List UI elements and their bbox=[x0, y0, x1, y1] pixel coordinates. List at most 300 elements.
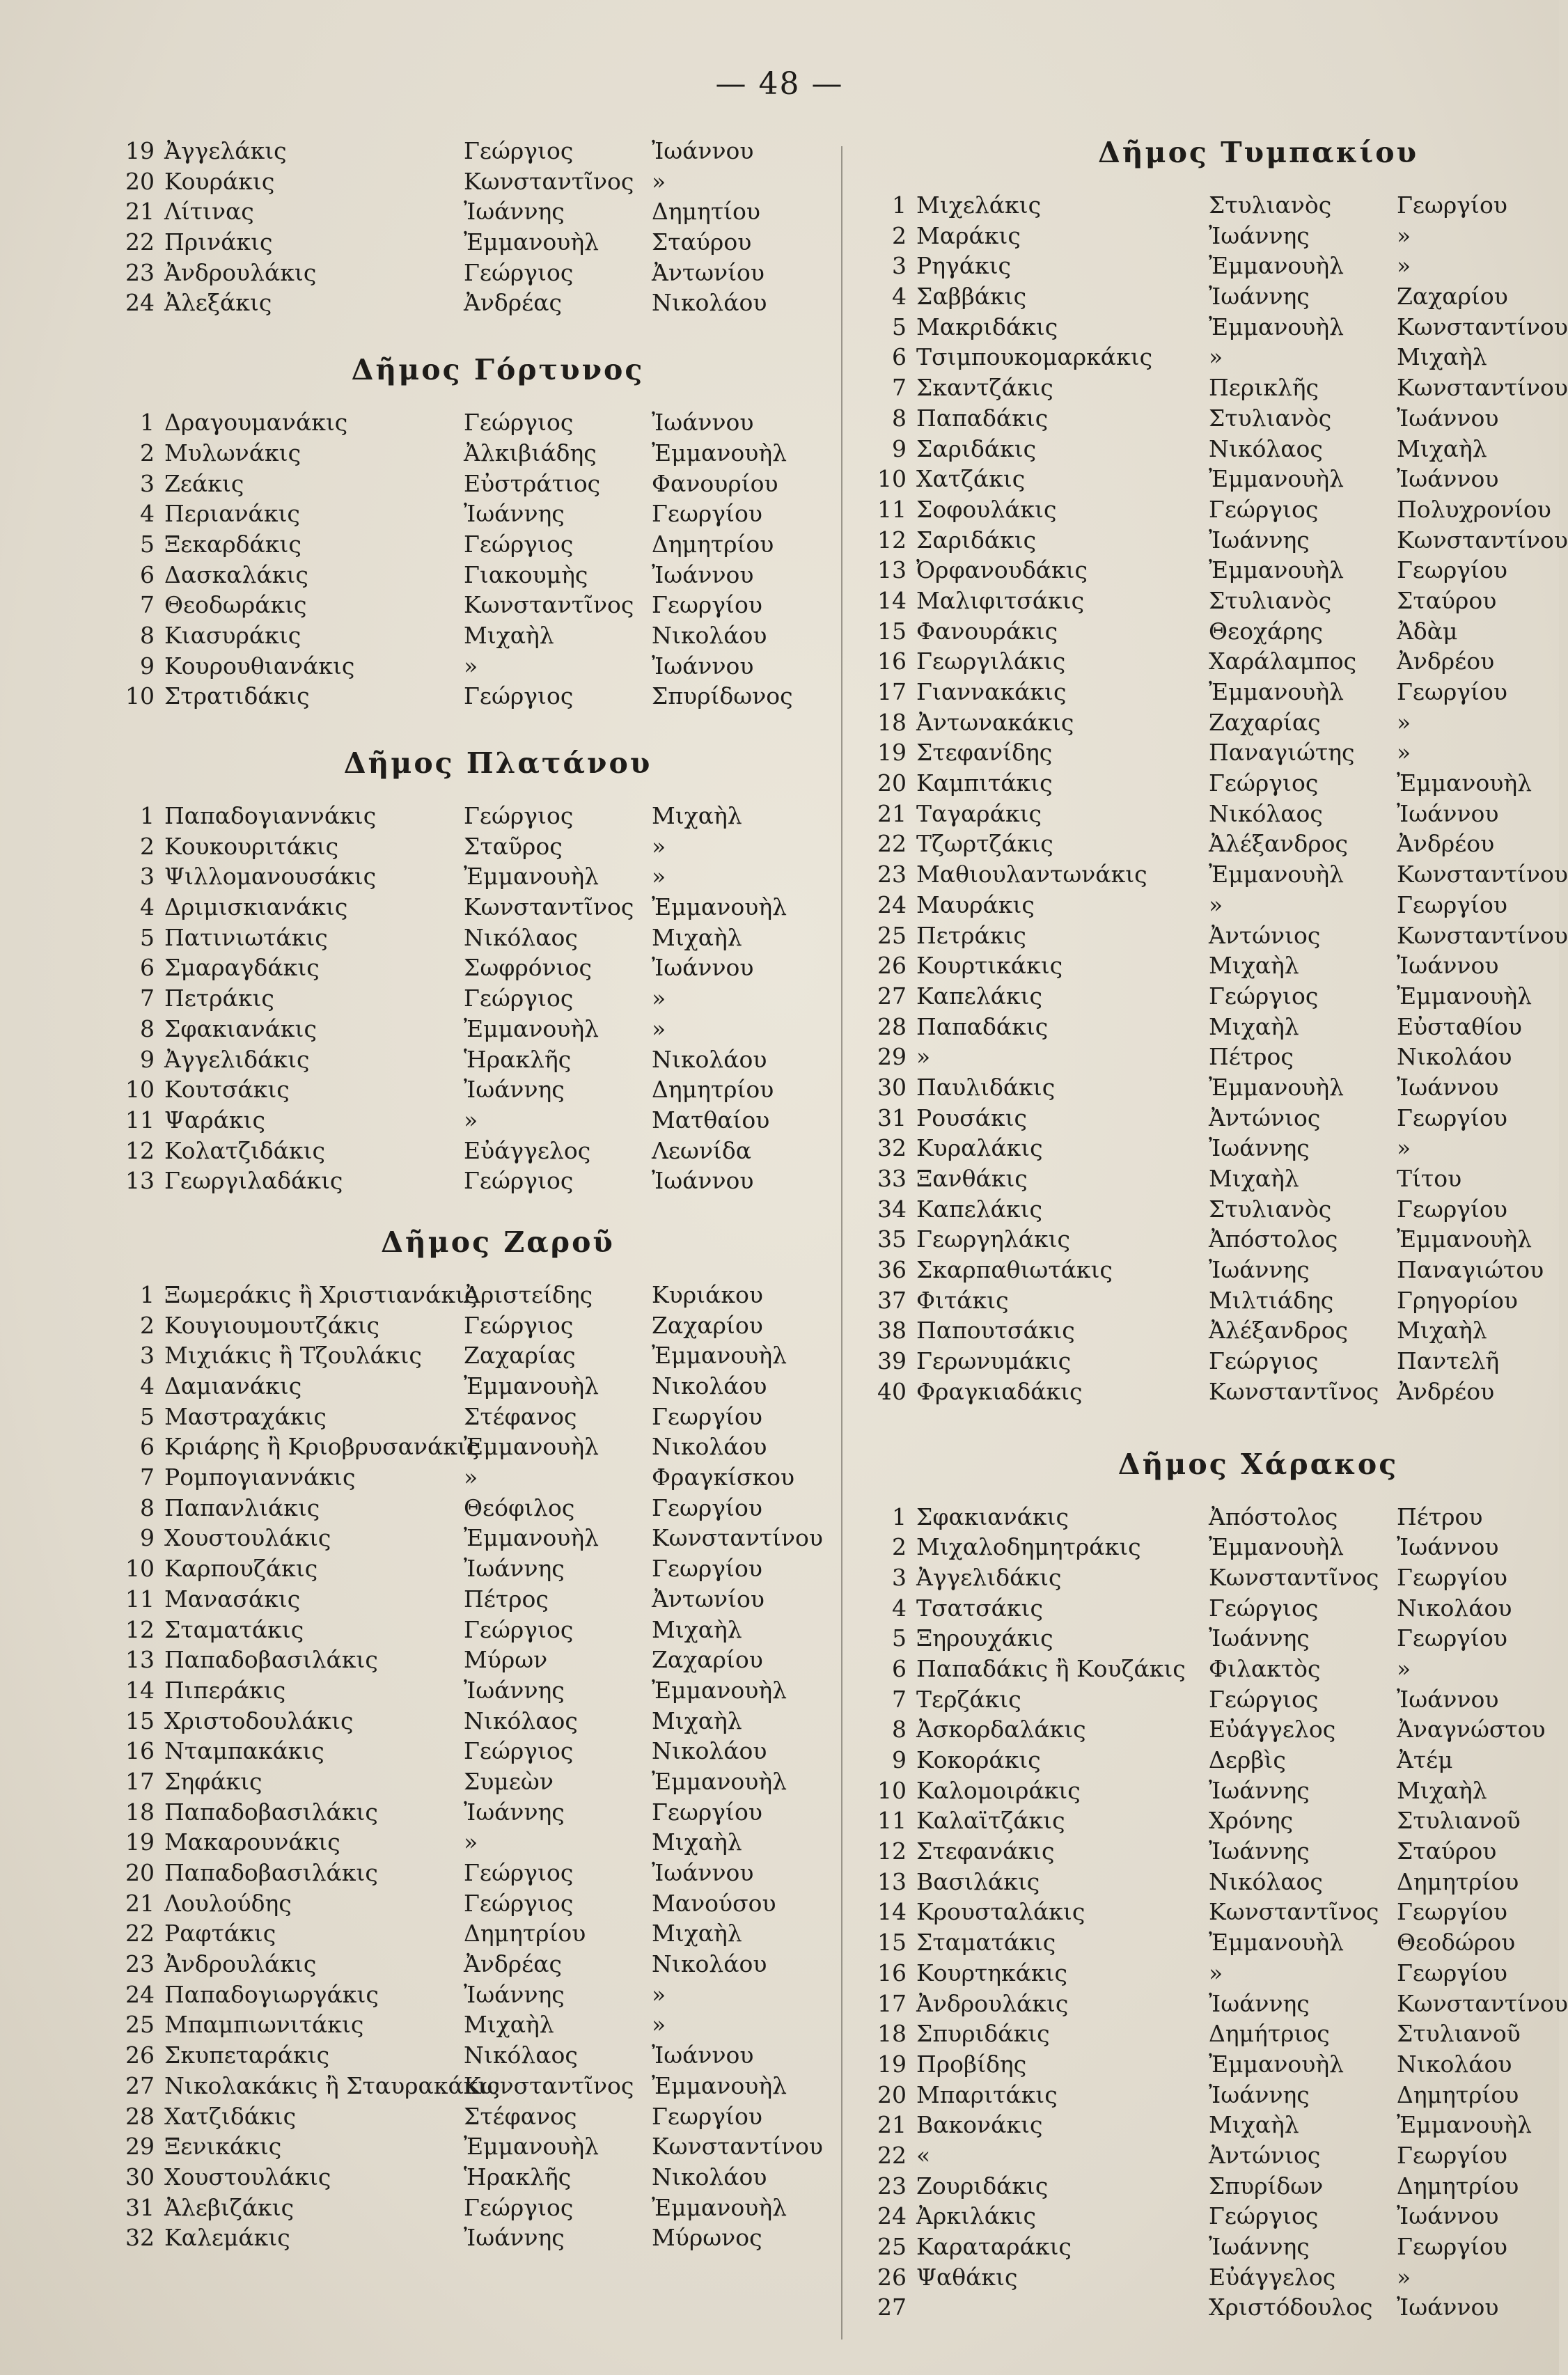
first-name: Δημητρίου bbox=[464, 1920, 586, 1947]
surname: Κουρτικάκις bbox=[916, 952, 1063, 980]
list-item bbox=[104, 1615, 808, 1645]
first-name: Γεώργιος bbox=[464, 1615, 574, 1643]
entry-number: 25 bbox=[125, 2011, 155, 2039]
list-item bbox=[104, 1105, 808, 1136]
first-name: Ἐμμανουὴλ bbox=[464, 2133, 599, 2161]
first-name: » bbox=[1209, 343, 1223, 371]
patronymic: Ἰωάννου bbox=[1397, 2202, 1499, 2230]
first-name: Στυλιανὸς bbox=[1209, 1195, 1332, 1223]
surname: Μιχαλοδημητράκις bbox=[916, 1533, 1141, 1561]
list-item bbox=[104, 892, 808, 923]
surname: Στεφανίδης bbox=[916, 739, 1053, 767]
patronymic: » bbox=[1397, 1134, 1411, 1162]
list-item bbox=[858, 2049, 1547, 2080]
entry-number: 3 bbox=[892, 1563, 907, 1591]
list-item bbox=[104, 1949, 808, 1980]
patronymic: Ἀναγνώστου bbox=[1397, 1716, 1546, 1743]
first-name: Ἰωάννης bbox=[1209, 1837, 1310, 1865]
first-name: Γεώργιος bbox=[1209, 1347, 1319, 1375]
list-item bbox=[104, 1766, 808, 1797]
first-name: Ἡρακλῆς bbox=[464, 1045, 572, 1073]
entry-number: 26 bbox=[877, 952, 907, 980]
surname: Γεωργιλαδάκις bbox=[164, 1167, 343, 1195]
list-item bbox=[104, 1584, 808, 1615]
patronymic: Γεωργίου bbox=[652, 591, 762, 619]
first-name: Γεώργιος bbox=[464, 1167, 574, 1195]
list-item bbox=[858, 2171, 1547, 2202]
first-name: Κωνσταντῖνος bbox=[464, 893, 634, 921]
patronymic: Ἀνδρέου bbox=[1397, 830, 1495, 858]
list-item bbox=[104, 590, 808, 620]
list-item bbox=[858, 1867, 1547, 1897]
first-name: Γεώργιος bbox=[464, 258, 574, 286]
surname: Ραφτάκις bbox=[164, 1920, 276, 1947]
patronymic: Γεωργίου bbox=[1397, 1563, 1507, 1591]
entry-number: 7 bbox=[140, 985, 155, 1012]
name-list bbox=[104, 407, 808, 712]
first-name: Ἰωάννης bbox=[464, 1676, 565, 1704]
list-item bbox=[104, 2009, 808, 2040]
first-name: Ἰωάννης bbox=[1209, 283, 1310, 311]
list-item bbox=[858, 1194, 1547, 1225]
surname: Ξενικάκις bbox=[164, 2133, 282, 2161]
entry-number: 3 bbox=[140, 1342, 155, 1370]
first-name: Συμεὼν bbox=[464, 1767, 554, 1795]
right_column-section-1 bbox=[858, 1447, 1568, 2323]
surname: Μαθιουλαντωνάκις bbox=[916, 861, 1147, 888]
list-item bbox=[858, 981, 1547, 1012]
entry-number: 27 bbox=[125, 2071, 155, 2099]
left-column bbox=[104, 136, 823, 2253]
patronymic: Μανούσου bbox=[652, 1889, 776, 1917]
surname: Μακριδάκις bbox=[916, 313, 1058, 340]
list-item bbox=[104, 1523, 823, 1553]
surname: Κιασυράκις bbox=[164, 621, 301, 649]
entry-number: 5 bbox=[140, 1402, 155, 1430]
patronymic: Λεωνίδα bbox=[652, 1136, 751, 1164]
surname: Μπαριτάκις bbox=[916, 2080, 1058, 2108]
list-item bbox=[104, 499, 808, 529]
list-item bbox=[858, 1714, 1547, 1745]
surname: Περιανάκις bbox=[164, 500, 300, 528]
surname: Μακαρουνάκις bbox=[164, 1828, 340, 1856]
first-name: Θεόφιλος bbox=[464, 1494, 575, 1521]
list-item bbox=[104, 196, 808, 227]
surname: Ἀγγελιδάκις bbox=[164, 1045, 310, 1073]
list-item bbox=[858, 1346, 1547, 1377]
list-item bbox=[858, 1927, 1547, 1958]
patronymic: » bbox=[652, 985, 666, 1012]
entry-number: 10 bbox=[125, 1555, 155, 1583]
list-item bbox=[858, 1684, 1547, 1715]
surname: Δριμισκιανάκις bbox=[164, 893, 348, 921]
list-item bbox=[104, 2162, 808, 2193]
list-item bbox=[104, 1074, 808, 1105]
patronymic: Φανουρίου bbox=[652, 469, 778, 497]
surname: Παυλιδάκις bbox=[916, 1073, 1056, 1101]
surname: Σκαντζάκις bbox=[916, 374, 1053, 402]
first-name: Ἀντώνιος bbox=[1209, 921, 1321, 949]
surname: Ρουσάκις bbox=[916, 1104, 1027, 1131]
patronymic: » bbox=[652, 167, 666, 195]
entry-number: 20 bbox=[125, 167, 155, 195]
first-name: » bbox=[1209, 1959, 1223, 1986]
patronymic: Σταύρου bbox=[1397, 586, 1497, 614]
entry-number: 31 bbox=[877, 1104, 907, 1131]
first-name: Παναγιώτης bbox=[1209, 739, 1355, 767]
list-item bbox=[104, 2040, 808, 2071]
surname: Καλομοιράκις bbox=[916, 1776, 1081, 1804]
patronymic: Κωνσταντίνου bbox=[652, 2133, 823, 2161]
patronymic: » bbox=[652, 1014, 666, 1042]
list-item bbox=[104, 2071, 808, 2101]
list-item bbox=[104, 288, 808, 318]
entry-number: 21 bbox=[125, 1889, 155, 1917]
patronymic: Στυλιανοῦ bbox=[1397, 2020, 1521, 2048]
surname: Χατζάκις bbox=[916, 465, 1026, 493]
list-item bbox=[858, 1623, 1547, 1654]
patronymic: Εὐσταθίου bbox=[1397, 1012, 1522, 1040]
list-item bbox=[104, 2101, 808, 2132]
entry-number: 8 bbox=[892, 1716, 907, 1743]
list-item bbox=[104, 1918, 808, 1949]
patronymic: Γεωργίου bbox=[1397, 1959, 1507, 1986]
entry-number: 13 bbox=[125, 1167, 155, 1195]
entry-number: 12 bbox=[125, 1615, 155, 1643]
list-item bbox=[104, 620, 808, 651]
first-name: Νικόλαος bbox=[464, 923, 578, 951]
surname: Ἀγγελιδάκις bbox=[916, 1563, 1062, 1591]
first-name: Ἐμμανουὴλ bbox=[1209, 1073, 1344, 1101]
list-item bbox=[858, 434, 1547, 464]
first-name: Δημήτριος bbox=[1209, 2020, 1330, 2048]
patronymic: Νικολάου bbox=[652, 621, 767, 649]
list-item bbox=[104, 801, 808, 831]
entry-number: 9 bbox=[140, 1045, 155, 1073]
list-item bbox=[104, 1493, 808, 1523]
surname: Κριάρης ἢ Κριοβρυσανάκις bbox=[164, 1433, 480, 1461]
right-column bbox=[858, 136, 1568, 2323]
patronymic: » bbox=[652, 2011, 666, 2039]
patronymic: Ἀντωνίου bbox=[652, 1585, 765, 1613]
surname: Φανουράκις bbox=[916, 617, 1058, 645]
list-item bbox=[858, 1532, 1547, 1562]
first-name: » bbox=[464, 1828, 478, 1856]
entry-number: 11 bbox=[877, 1807, 907, 1835]
first-name: Ἐμμανουὴλ bbox=[464, 228, 599, 256]
list-item bbox=[858, 920, 1568, 951]
title-spacer bbox=[104, 386, 808, 407]
list-item bbox=[104, 258, 808, 288]
surname: Θεοδωράκις bbox=[164, 591, 307, 619]
entry-number: 21 bbox=[877, 799, 907, 827]
patronymic: Ἰωάννου bbox=[652, 1859, 754, 1886]
surname: Προβίδης bbox=[916, 2050, 1027, 2078]
surname: Ἀγγελάκις bbox=[164, 137, 287, 164]
surname: Μπαμπιωνιτάκις bbox=[164, 2011, 364, 2039]
patronymic: Νικολάου bbox=[652, 1045, 767, 1073]
entry-number: 24 bbox=[877, 2202, 907, 2230]
first-name: Ἰωάννης bbox=[464, 500, 565, 528]
patronymic: Ἰωάννου bbox=[652, 1167, 754, 1195]
surname: Ἀλεβιζάκις bbox=[164, 2193, 295, 2221]
patronymic: Νικολάου bbox=[652, 289, 767, 317]
list-item bbox=[858, 494, 1551, 525]
entry-number: 15 bbox=[877, 1929, 907, 1957]
first-name: Ἐμμανουὴλ bbox=[1209, 252, 1344, 280]
list-item bbox=[104, 1014, 808, 1044]
entry-number: 29 bbox=[877, 1043, 907, 1071]
surname: Παπαδοβασιλάκις bbox=[164, 1798, 378, 1826]
patronymic: Ἰωάννου bbox=[652, 561, 754, 588]
entry-number: 27 bbox=[877, 2294, 907, 2321]
first-name: Γεώργιος bbox=[1209, 1594, 1319, 1622]
first-name: Ἰωάννης bbox=[1209, 1134, 1310, 1162]
surname: Ἀνδρουλάκις bbox=[164, 258, 317, 286]
list-item bbox=[104, 1136, 808, 1166]
surname: Τσατσάκις bbox=[916, 1594, 1043, 1622]
first-name: Ἐμμανουὴλ bbox=[1209, 465, 1344, 493]
section-spacer bbox=[104, 712, 808, 746]
entry-number: 3 bbox=[140, 469, 155, 497]
surname: Ξηρουχάκις bbox=[916, 1624, 1053, 1652]
list-item bbox=[858, 1255, 1547, 1285]
patronymic: Ἰωάννου bbox=[652, 409, 754, 437]
list-item bbox=[104, 1280, 808, 1310]
patronymic: Γεωργίου bbox=[1397, 1104, 1507, 1131]
patronymic: Γεωργίου bbox=[1397, 1898, 1507, 1926]
surname: Κουράκις bbox=[164, 167, 275, 195]
section-spacer bbox=[858, 1407, 1547, 1448]
first-name: Ἰωάννης bbox=[1209, 2233, 1310, 2260]
entry-number: 19 bbox=[125, 1828, 155, 1856]
patronymic: Ἐμμανουὴλ bbox=[1397, 769, 1532, 797]
patronymic: Νικολάου bbox=[1397, 1594, 1512, 1622]
list-item bbox=[858, 1745, 1547, 1776]
entry-number: 33 bbox=[877, 1165, 907, 1192]
patronymic: Δημητρίου bbox=[1397, 1867, 1519, 1895]
patronymic: Ἀντωνίου bbox=[652, 258, 765, 286]
surname: Ἀνδρουλάκις bbox=[164, 1950, 317, 1978]
first-name: » bbox=[1209, 891, 1223, 918]
patronymic: Νικολάου bbox=[652, 1372, 767, 1400]
list-item bbox=[858, 1133, 1547, 1163]
surname: Κουρουθιανάκις bbox=[164, 652, 355, 680]
patronymic: Κωνσταντίνου bbox=[1397, 374, 1568, 402]
surname: Παπαδοβασιλάκις bbox=[164, 1646, 378, 1674]
first-name: Κωνσταντῖνος bbox=[464, 591, 634, 619]
patronymic: Παντελῆ bbox=[1397, 1347, 1500, 1375]
entry-number: 25 bbox=[877, 921, 907, 949]
entry-number: 40 bbox=[877, 1377, 907, 1405]
list-item bbox=[104, 983, 808, 1014]
surname: Μαυράκις bbox=[916, 891, 1035, 918]
first-name: Γεώργιος bbox=[464, 409, 574, 437]
surname: Ἀντωνακάκις bbox=[916, 708, 1074, 736]
entry-number: 22 bbox=[125, 1920, 155, 1947]
list-item bbox=[858, 190, 1547, 221]
list-item bbox=[858, 1562, 1547, 1593]
surname: Ἀρκιλάκις bbox=[916, 2202, 1037, 2230]
entry-number: 4 bbox=[140, 893, 155, 921]
entry-number: 36 bbox=[877, 1256, 907, 1284]
first-name: Περικλῆς bbox=[1209, 374, 1319, 402]
surname: Κολατζιδάκις bbox=[164, 1136, 325, 1164]
title-spacer bbox=[104, 780, 808, 801]
surname: Κουρτηκάκις bbox=[916, 1959, 1067, 1986]
entry-number: 10 bbox=[877, 465, 907, 493]
entry-number: 24 bbox=[877, 891, 907, 918]
patronymic: Ἀτέμ bbox=[1397, 1746, 1453, 1773]
entry-number: 25 bbox=[877, 2233, 907, 2260]
first-name: Μιχαὴλ bbox=[1209, 952, 1299, 980]
surname: » bbox=[916, 1043, 931, 1071]
list-item bbox=[858, 1897, 1547, 1927]
patronymic: Φραγκίσκου bbox=[652, 1464, 795, 1491]
first-name: Γιακουμὴς bbox=[464, 561, 588, 588]
entry-number: 23 bbox=[877, 2172, 907, 2200]
entry-number: 38 bbox=[877, 1317, 907, 1345]
list-item bbox=[858, 1776, 1547, 1806]
section-spacer bbox=[104, 1196, 808, 1225]
first-name: Ἰωάννης bbox=[1209, 1624, 1310, 1652]
patronymic: Δημητρίου bbox=[652, 530, 774, 558]
entry-number: 23 bbox=[125, 258, 155, 286]
list-item bbox=[104, 1827, 808, 1858]
list-item bbox=[858, 2019, 1547, 2049]
first-name: Νικόλαος bbox=[1209, 799, 1323, 827]
list-item bbox=[858, 859, 1568, 890]
patronymic: » bbox=[652, 832, 666, 860]
entry-number: 10 bbox=[877, 1776, 907, 1804]
patronymic: Κωνσταντίνου bbox=[1397, 921, 1568, 949]
first-name: Ἀπόστολος bbox=[1209, 1225, 1338, 1253]
entry-number: 11 bbox=[125, 1585, 155, 1613]
surname: Ρηγάκις bbox=[916, 252, 1012, 280]
patronymic: Ἐμμανουὴλ bbox=[1397, 2111, 1532, 2139]
entry-number: 1 bbox=[892, 1503, 907, 1530]
name-list bbox=[858, 1502, 1568, 2323]
surname: Κουτσάκις bbox=[164, 1076, 290, 1104]
left_column-section-3 bbox=[104, 1225, 823, 2253]
first-name: Ἡρακλῆς bbox=[464, 2163, 572, 2190]
surname: Πρινάκις bbox=[164, 228, 273, 256]
first-name: Γεώργιος bbox=[464, 682, 574, 710]
entry-number: 17 bbox=[877, 678, 907, 705]
patronymic: Δημητρίου bbox=[1397, 2080, 1519, 2108]
surname: Γερωνυμάκις bbox=[916, 1347, 1072, 1375]
entry-number: 18 bbox=[877, 708, 907, 736]
entry-number: 12 bbox=[877, 1837, 907, 1865]
entry-number: 7 bbox=[892, 1685, 907, 1713]
patronymic: Ἰωάννου bbox=[1397, 952, 1499, 980]
first-name: Γεώργιος bbox=[464, 137, 574, 164]
patronymic: Μιχαὴλ bbox=[1397, 343, 1487, 371]
entry-number: 20 bbox=[125, 1859, 155, 1886]
list-item bbox=[858, 768, 1547, 799]
patronymic: » bbox=[1397, 252, 1411, 280]
list-item bbox=[858, 1377, 1547, 1407]
entry-number: 4 bbox=[140, 1372, 155, 1400]
title-spacer bbox=[858, 169, 1547, 190]
surname: Γιαννακάκις bbox=[916, 678, 1067, 705]
patronymic: » bbox=[1397, 739, 1411, 767]
list-item bbox=[104, 1858, 808, 1888]
surname: « bbox=[916, 2141, 931, 2169]
patronymic: Ἰωάννου bbox=[652, 137, 754, 164]
list-item bbox=[858, 555, 1547, 586]
first-name: Ἀλέξανδρος bbox=[1209, 830, 1348, 858]
surname: Τζωρτζάκις bbox=[916, 830, 1053, 858]
entry-number: 16 bbox=[877, 1959, 907, 1986]
first-name: Χρόνης bbox=[1209, 1807, 1294, 1835]
first-name: Ἐμμανουὴλ bbox=[1209, 1929, 1344, 1957]
patronymic: Νικολάου bbox=[652, 1433, 767, 1461]
first-name: Στυλιανὸς bbox=[1209, 404, 1332, 432]
list-item bbox=[104, 1432, 808, 1462]
entry-number: 30 bbox=[877, 1073, 907, 1101]
entry-number: 7 bbox=[140, 1464, 155, 1491]
first-name: Ἀλκιβιάδης bbox=[464, 439, 597, 467]
entry-number: 34 bbox=[877, 1195, 907, 1223]
entry-number: 2 bbox=[892, 1533, 907, 1561]
surname: Χριστοδουλάκις bbox=[164, 1707, 354, 1734]
patronymic: Γεωργίου bbox=[1397, 1195, 1507, 1223]
list-item bbox=[104, 651, 808, 682]
entry-number: 2 bbox=[892, 221, 907, 249]
entry-number: 22 bbox=[877, 830, 907, 858]
entry-number: 23 bbox=[125, 1950, 155, 1978]
entry-number: 5 bbox=[140, 530, 155, 558]
first-name: Γεώργιος bbox=[1209, 1685, 1319, 1713]
patronymic: Μύρωνος bbox=[652, 2224, 762, 2252]
list-item bbox=[104, 1645, 808, 1675]
first-name: Θεοχάρης bbox=[1209, 617, 1323, 645]
entry-number: 8 bbox=[140, 1014, 155, 1042]
surname: Χουστουλάκις bbox=[164, 2163, 331, 2190]
surname: Ψαθάκις bbox=[916, 2263, 1018, 2291]
patronymic: Νικολάου bbox=[652, 1737, 767, 1765]
name-list bbox=[858, 190, 1568, 1407]
surname: Παπανλιάκις bbox=[164, 1494, 320, 1521]
patronymic: Ἀνδρέου bbox=[1397, 1377, 1495, 1405]
list-item bbox=[104, 831, 808, 862]
patronymic: Γεωργίου bbox=[652, 1494, 762, 1521]
first-name: Χριστόδουλος bbox=[1209, 2294, 1373, 2321]
list-item bbox=[858, 342, 1547, 373]
patronymic: Δημητίου bbox=[652, 198, 760, 226]
list-item bbox=[104, 953, 808, 983]
patronymic: Νικολάου bbox=[1397, 1043, 1512, 1071]
first-name: Κωνσταντῖνος bbox=[1209, 1898, 1379, 1926]
section-title: Δῆμος Γόρτυνος bbox=[351, 353, 645, 387]
list-item bbox=[104, 166, 808, 197]
list-item bbox=[858, 1103, 1547, 1134]
entry-number: 24 bbox=[125, 289, 155, 317]
entry-number: 7 bbox=[140, 591, 155, 619]
surname: Δραγουμανάκις bbox=[164, 409, 348, 437]
patronymic: Ἐμμανουὴλ bbox=[652, 1676, 787, 1704]
list-item bbox=[858, 950, 1547, 981]
left_column-section-1 bbox=[104, 353, 808, 712]
surname: Βακονάκις bbox=[916, 2111, 1043, 2139]
list-item bbox=[104, 136, 808, 166]
section-title: Δῆμος Ζαροῦ bbox=[381, 1225, 615, 1259]
entry-number: 28 bbox=[877, 1012, 907, 1040]
patronymic: » bbox=[1397, 708, 1411, 736]
list-item bbox=[858, 1163, 1547, 1194]
first-name: Στέφανος bbox=[464, 1402, 577, 1430]
